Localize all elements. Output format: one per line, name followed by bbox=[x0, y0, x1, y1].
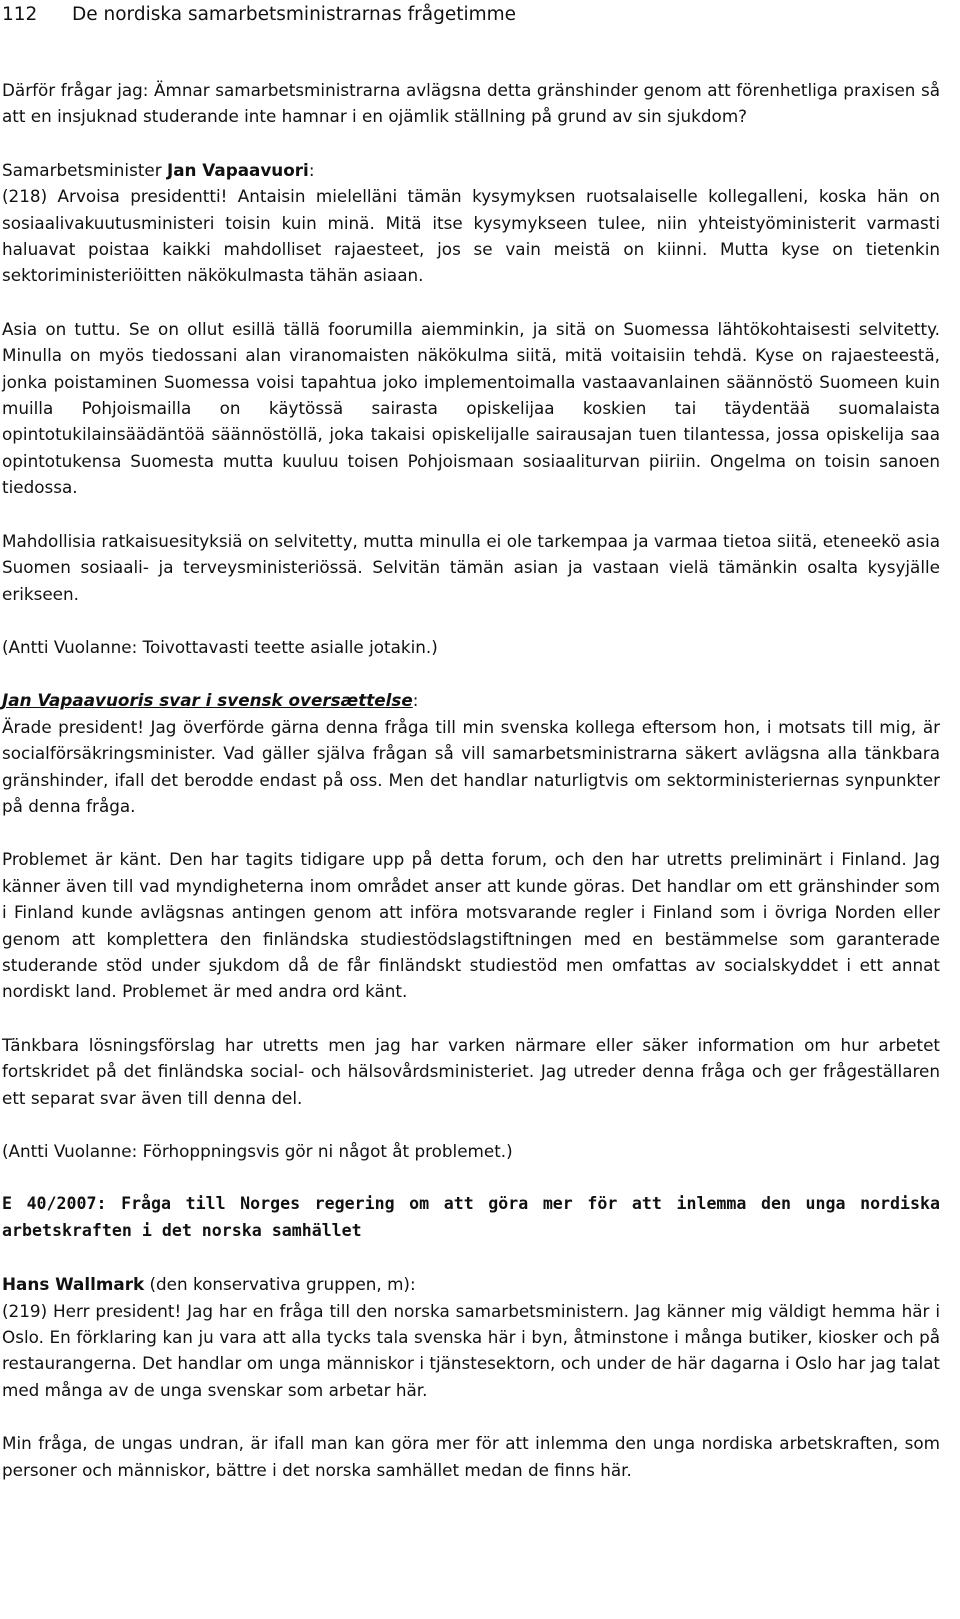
paragraph-answer-finnish-3: Mahdollisia ratkaisuesityksiä on selvitetty, mutta minulla ei ole tarkempaa ja varmaa tietoa siitä, eteneekö asia Suomen sosiaali- ja terveysministeriössä. Selvitän tämän asian ja vastaan vielä tämänkin osalta kysyjälle erikseen. bbox=[2, 530, 940, 604]
speaker-line-2 bbox=[2, 1271, 940, 1297]
paragraph-answer-swedish-1: Ärade president! Jag överförde gärna denna fråga till min svenska kollega eftersom hon, i motsats till mig, är socialförsäkringsminister. Vad gäller själva frågan så vill samarbetsministrarna säkert avlägsna alla tänkbara gränshinder, ifall det berodde endast på oss. Men det handlar naturligtvis om sektorministeriernas synpunkter på denna fråga. bbox=[2, 716, 940, 816]
paragraph-question-2: Min fråga, de ungas undran, är ifall man kan göra mer för att inlemma den unga nordiska arbetskraften, som personer och människor, bättre i det norska samhället medan de finns här. bbox=[2, 1433, 940, 1480]
speaker-name-2: Hans Wallmark bbox=[2, 1274, 145, 1295]
speaker-name: Jan Vapaavuori bbox=[166, 159, 309, 180]
speaker-role: Samarbetsminister bbox=[2, 159, 167, 180]
document-body bbox=[2, 77, 940, 1483]
running-title: De nordiska samarbetsministrarnas frågetimme bbox=[72, 4, 517, 25]
paragraph-question-1: (219) Herr president! Jag har en fråga till den norska samarbetsministern. Jag känner mig väldigt hemma här i Oslo. En förklaring kan ju vara att alla tycks tala svenska här i byn, åtminstone i många butiker, kiosker och på restaurangerna. Det handlar om unga människor i tjänstesektorn, och under de här dagarna i Oslo har jag talat med många av de unga svenskar som arbetar här. bbox=[2, 1300, 940, 1400]
paragraph-answer-swedish-3: Tänkbara lösningsförslag har utretts men jag har varken närmare eller säker information om hur arbetet fortskridet på det finländska social- och hälsovårdsministeriet. Jag utreder denna fråga och ger frågeställaren ett separat svar även till denna del. bbox=[2, 1034, 940, 1108]
paragraph-answer-finnish-2: Asia on tuttu. Se on ollut esillä tällä foorumilla aiemminkin, ja sitä on Suomessa lähtökohtaisesti selvitetty. Minulla on myös tiedossani alan viranomaisten näkökulma siitä, mitä voitaisiin tehdä. Kyse on rajaesteestä, jonka poistaminen Suomessa voisi tapahtua joko implementoimalla vastaavanlainen säännöstö Suomeen kuin muilla Pohjoismailla on käytössä sairasta opiskelijaa koskien tai täydentää suomalaista opintotukilainsäädäntöä säännöstöllä, joka takaisi opiskelijalle sairausajan tuen tilantessa, jossa opiskelija saa opintotukensa Suomesta mutta kuuluu toisen Pohjoismaan sosiaaliturvan piiriin. Ongelma on toisin sanoen tiedossa. bbox=[2, 318, 940, 498]
interjection-2: (Antti Vuolanne: Förhoppningsvis gör ni något åt problemet.) bbox=[2, 1141, 513, 1161]
page-number: 112 bbox=[2, 4, 38, 25]
speaker-colon: : bbox=[308, 159, 315, 180]
interjection-1: (Antti Vuolanne: Toivottavasti teette asialle jotakin.) bbox=[2, 636, 438, 657]
paragraph-answer-swedish-2: Problemet är känt. Den har tagits tidigare upp på detta forum, och den har utretts preliminärt i Finland. Jag känner även till vad myndigheterna inom området anser att kunde göras. Det handlar om ett gränshinder som i Finland kunde avlägsnas antingen genom att införa motsvarande regler i Finland som i övriga Norden eller genom att komplettera den finländska studiestödslagstiftningen med en bestämmelse som garanterade studerande stöd under sjukdom då de får finländskt studiestöd men omfattas av socialskyddet i ett annat nordiskt land. Problemet är med andra ord känt. bbox=[2, 849, 940, 1002]
speaker-party: (den konservativa gruppen, m): bbox=[144, 1274, 416, 1295]
page-header bbox=[2, 2, 940, 28]
speaker-line bbox=[2, 157, 940, 183]
document-page bbox=[0, 2, 960, 1619]
question-heading: E 40/2007: Fråga till Norges regering om att göra mer för att inlemma den unga nordiska arbetskraften i det norska samhället bbox=[2, 1194, 940, 1240]
translation-heading: Jan Vapaavuoris svar i svensk oversættelse bbox=[2, 690, 413, 711]
paragraph-answer-finnish-1: (218) Arvoisa presidentti! Antaisin mielelläni tämän kysymyksen ruotsalaiselle kollegalleni, koska hän on sosiaalivakuutusministeri toisin kuin minä. Mitä itse kysymykseen tulee, niin yhteistyöministerit varmasti haluavat poistaa kaikki mahdolliset rajaesteet, jos se vain meistä on kiinni. Mutta kyse on tietenkin sektoriministeriöitten näkökulmasta tähän asiaan. bbox=[2, 186, 940, 286]
paragraph-question-end: Därför frågar jag: Ämnar samarbetsministrarna avlägsna detta gränshinder genom att förenhetliga praxisen så att en insjuknad studerande inte hamnar i en ojämlik ställning på grund av sin sjukdom? bbox=[2, 80, 940, 127]
translation-heading-line bbox=[2, 687, 940, 713]
translation-colon: : bbox=[412, 690, 419, 711]
